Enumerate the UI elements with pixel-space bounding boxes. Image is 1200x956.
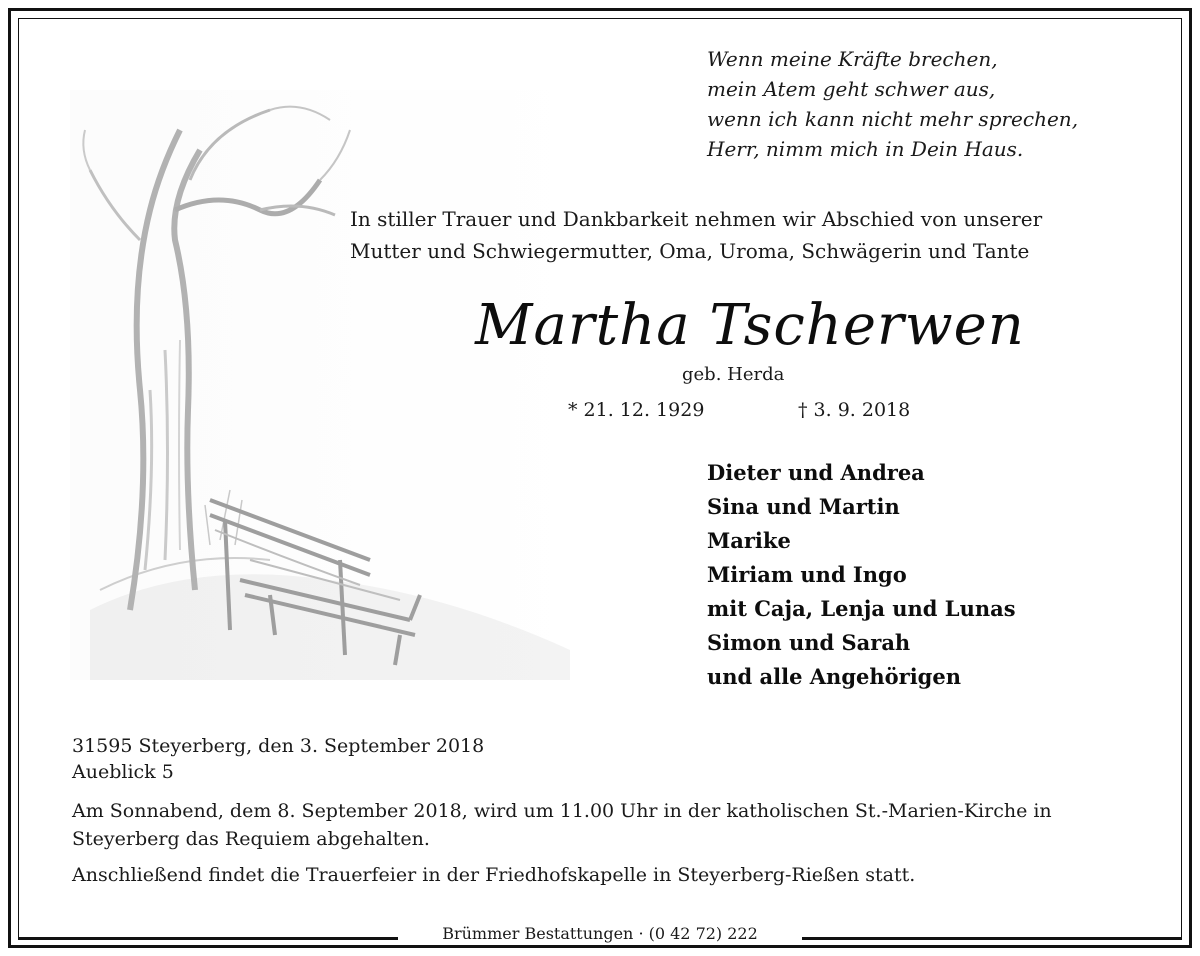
tree-bench-illustration (70, 90, 590, 680)
birth-date: * 21. 12. 1929 (568, 399, 705, 421)
poem-line: wenn ich kann nicht mehr sprechen, (707, 107, 1079, 131)
intro-line: Mutter und Schwiegermutter, Oma, Uroma, Schwägerin und Tante (350, 239, 1030, 263)
footer-rule-right (802, 937, 1182, 940)
service-info (72, 797, 1152, 897)
mourners-list (707, 456, 1016, 694)
requiem-text: Am Sonnabend, dem 8. September 2018, wird um 11.00 Uhr in der katholischen St.-Marien-Kirche in Steyerberg das Requiem abgehalten. (72, 800, 1052, 850)
ceremony-text: Anschließend findet die Trauerfeier in der Friedhofskapelle in Steyerberg-Rießen statt. (72, 864, 916, 886)
street: Aueblick 5 (72, 761, 174, 783)
address-block (72, 733, 484, 785)
poem-line: Wenn meine Kräfte brechen, (707, 47, 998, 71)
poem-line: mein Atem geht schwer aus, (707, 77, 996, 101)
mourner: mit Caja, Lenja und Lunas (707, 596, 1016, 621)
mourner: Marike (707, 528, 791, 553)
poem (707, 44, 1078, 164)
place-date: 31595 Steyerberg, den 3. September 2018 (72, 735, 485, 757)
intro-text (350, 203, 1042, 267)
deceased-name: Martha Tscherwen (475, 293, 1025, 358)
footer-rule-left (18, 937, 398, 940)
poem-line: Herr, nimm mich in Dein Haus. (707, 137, 1024, 161)
mourner: und alle Angehörigen (707, 664, 961, 689)
undertaker-footer: Brümmer Bestattungen · (0 42 72) 222 (398, 924, 802, 943)
mourner: Dieter und Andrea (707, 460, 925, 485)
mourner: Sina und Martin (707, 494, 900, 519)
mourner: Simon und Sarah (707, 630, 911, 655)
intro-line: In stiller Trauer und Dankbarkeit nehmen wir Abschied von unserer (350, 207, 1043, 231)
mourner: Miriam und Ingo (707, 562, 907, 587)
death-date: † 3. 9. 2018 (798, 399, 911, 421)
maiden-name: geb. Herda (682, 364, 785, 385)
